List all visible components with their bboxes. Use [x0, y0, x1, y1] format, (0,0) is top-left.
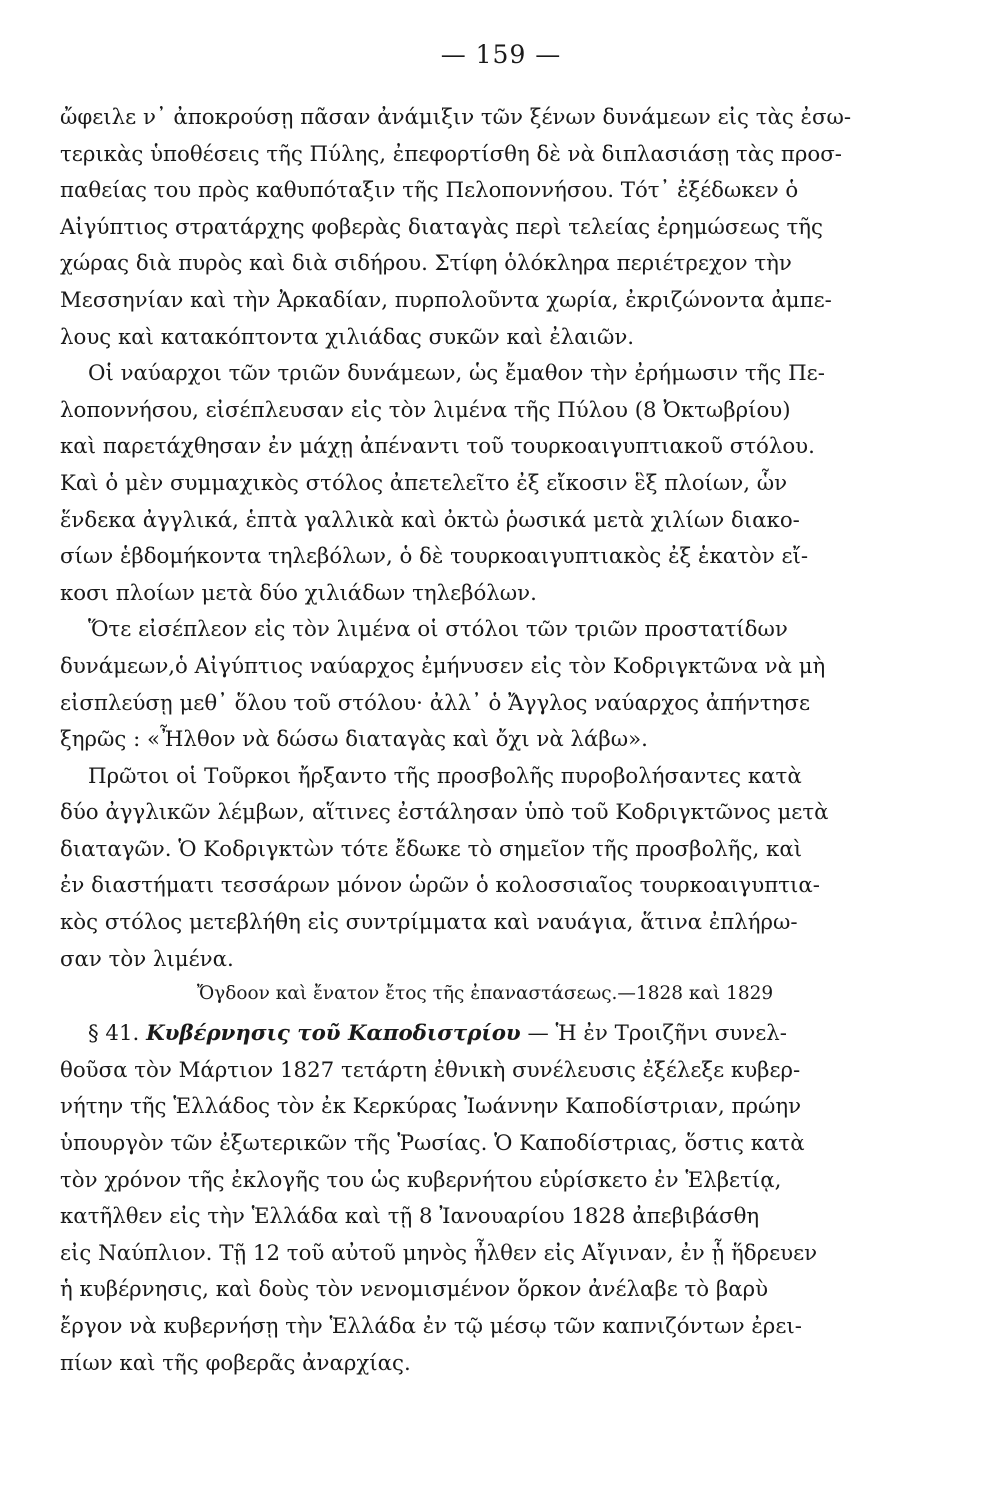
- page-number: — 159 —: [440, 40, 562, 69]
- section-41: [60, 1016, 910, 1382]
- text-line: Οἱ ναύαρχοι τῶν τριῶν δυνάμεων, ὡς ἔμαθον τὴν ἐρήμωσιν τῆς Πε-: [88, 361, 825, 387]
- text-line: Πρῶτοι οἱ Τοῦρκοι ἤρξαντο τῆς προσβολῆς πυροβολήσαντες κατὰ: [88, 763, 802, 789]
- body-text: [60, 100, 910, 1382]
- text-line: εἰσπλεύσῃ μεθ᾽ ὅλου τοῦ στόλου· ἀλλ᾽ ὁ Ἄγγλος ναύαρχος ἀπήντησε: [60, 690, 810, 716]
- text-line: εἰς Ναύπλιον. Τῇ 12 τοῦ αὐτοῦ μηνὸς ἦλθεν εἰς Αἴγιναν, ἐν ᾗ ἥδρευεν: [60, 1240, 818, 1266]
- text-line: θοῦσα τὸν Μάρτιον 1827 τετάρτη ἐθνικὴ συνέλευσις ἐξέλεξε κυβερ-: [60, 1057, 801, 1083]
- text-line: ὑπουργὸν τῶν ἐξωτερικῶν τῆς Ῥωσίας. Ὁ Καποδίστριας, ὅστις κατὰ: [60, 1131, 805, 1157]
- paragraph-4: [60, 759, 910, 979]
- text-line: χώρας διὰ πυρὸς καὶ διὰ σιδήρου. Στίφη ὁλόκληρα περιέτρεχον τὴν: [60, 251, 792, 277]
- text-line: Αἰγύπτιος στρατάρχης φοβερὰς διαταγὰς περὶ τελείας ἐρημώσεως τῆς: [60, 214, 823, 240]
- text-line: Καὶ ὁ μὲν συμμαχικὸς στόλος ἀπετελεῖτο ἐξ εἴκοσιν ἓξ πλοίων, ὧν: [60, 470, 788, 496]
- paragraph-3: [60, 612, 910, 758]
- text-line: ὤφειλε ν᾽ ἀποκρούσῃ πᾶσαν ἀνάμιξιν τῶν ξένων δυνάμεων εἰς τὰς ἐσω-: [60, 105, 852, 130]
- text-line: ἡ κυβέρνησις, καὶ δοὺς τὸν νενομισμένον ὅρκον ἀνέλαβε τὸ βαρὺ: [60, 1277, 769, 1303]
- text-line: ἔργον νὰ κυβερνήσῃ τὴν Ἑλλάδα ἐν τῷ μέσῳ τῶν καπνιζόντων ἐρει-: [60, 1314, 802, 1339]
- text-line: κατῆλθεν εἰς τὴν Ἑλλάδα καὶ τῇ 8 Ἰανουαρίου 1828 ἀπεβιβάσθη: [60, 1204, 760, 1230]
- section-title: Κυβέρνησις τοῦ Καποδιστρίου: [146, 1021, 521, 1047]
- section-first-line-text: — Ἡ ἐν Τροιζῆνι συνελ-: [527, 1021, 788, 1047]
- period-subheading: Ὄγδοον καὶ ἔνατον ἔτος τῆς ἐπαναστάσεως.—1828 καὶ 1829: [196, 983, 774, 1005]
- paragraph-1: [60, 100, 910, 356]
- text-line: Μεσσηνίαν καὶ τὴν Ἀρκαδίαν, πυρπολοῦντα χωρία, ἐκριζώνοντα ἀμπε-: [60, 287, 832, 313]
- text-line: λοποννήσου, εἰσέπλευσαν εἰς τὸν λιμένα τῆς Πύλου (8 Ὀκτωβρίου): [60, 397, 791, 423]
- text-line: νήτην τῆς Ἑλλάδος τὸν ἐκ Κερκύρας Ἰωάννην Καποδίστριαν, πρώην: [60, 1094, 802, 1120]
- text-line: ἐν διαστήματι τεσσάρων μόνον ὡρῶν ὁ κολοσσιαῖος τουρκοαιγυπτια-: [60, 873, 820, 899]
- text-line: σαν τὸν λιμένα.: [60, 946, 234, 972]
- text-line: πίων καὶ τῆς φοβερᾶς ἀναρχίας.: [60, 1350, 411, 1376]
- text-line: τὸν χρόνον τῆς ἐκλογῆς του ὡς κυβερνήτου εὑρίσκετο ἐν Ἑλβετίᾳ,: [60, 1167, 782, 1193]
- text-line: ξηρῶς : «Ἦλθον νὰ δώσω διαταγὰς καὶ ὄχι νὰ λάβω».: [60, 727, 648, 753]
- text-line: σίων ἑβδομήκοντα τηλεβόλων, ὁ δὲ τουρκοαιγυπτιακὸς ἐξ ἑκατὸν εἴ-: [60, 544, 809, 570]
- text-line: καὶ παρετάχθησαν ἐν μάχῃ ἀπέναντι τοῦ τουρκοαιγυπτιακοῦ στόλου.: [60, 434, 815, 460]
- text-line: κὸς στόλος μετεβλήθη εἰς συντρίμματα καὶ ναυάγια, ἅτινα ἐπλήρω-: [60, 910, 798, 936]
- text-line: δύο ἀγγλικῶν λέμβων, αἵτινες ἐστάλησαν ὑπὸ τοῦ Κοδριγκτῶνος μετὰ: [60, 800, 829, 826]
- text-line: δυνάμεων,ὁ Αἰγύπτιος ναύαρχος ἐμήνυσεν εἰς τὸν Κοδριγκτῶνα νὰ μὴ: [60, 653, 826, 679]
- text-line: κοσι πλοίων μετὰ δύο χιλιάδων τηλεβόλων.: [60, 580, 537, 606]
- text-line: παθείας του πρὸς καθυπόταξιν τῆς Πελοποννήσου. Τότ᾽ ἐξέδωκεν ὁ: [60, 178, 799, 204]
- text-line: ἕνδεκα ἀγγλικά, ἑπτὰ γαλλικὰ καὶ ὀκτὼ ῥωσικά μετὰ χιλίων διακο-: [60, 507, 800, 533]
- text-line: διαταγῶν. Ὁ Κοδριγκτὼν τότε ἔδωκε τὸ σημεῖον τῆς προσβολῆς, καὶ: [60, 836, 803, 862]
- paragraph-2: [60, 356, 910, 612]
- text-line: λους καὶ κατακόπτοντα χιλιάδας συκῶν καὶ ἐλαιῶν.: [60, 324, 635, 350]
- text-line: Ὅτε εἰσέπλεον εἰς τὸν λιμένα οἱ στόλοι τῶν τριῶν προστατίδων: [88, 617, 788, 643]
- section-number: § 41.: [88, 1021, 140, 1047]
- section-first-line: [60, 1016, 910, 1053]
- text-line: τερικὰς ὑποθέσεις τῆς Πύλης, ἐπεφορτίσθη δὲ νὰ διπλασιάσῃ τὰς προσ-: [60, 141, 842, 167]
